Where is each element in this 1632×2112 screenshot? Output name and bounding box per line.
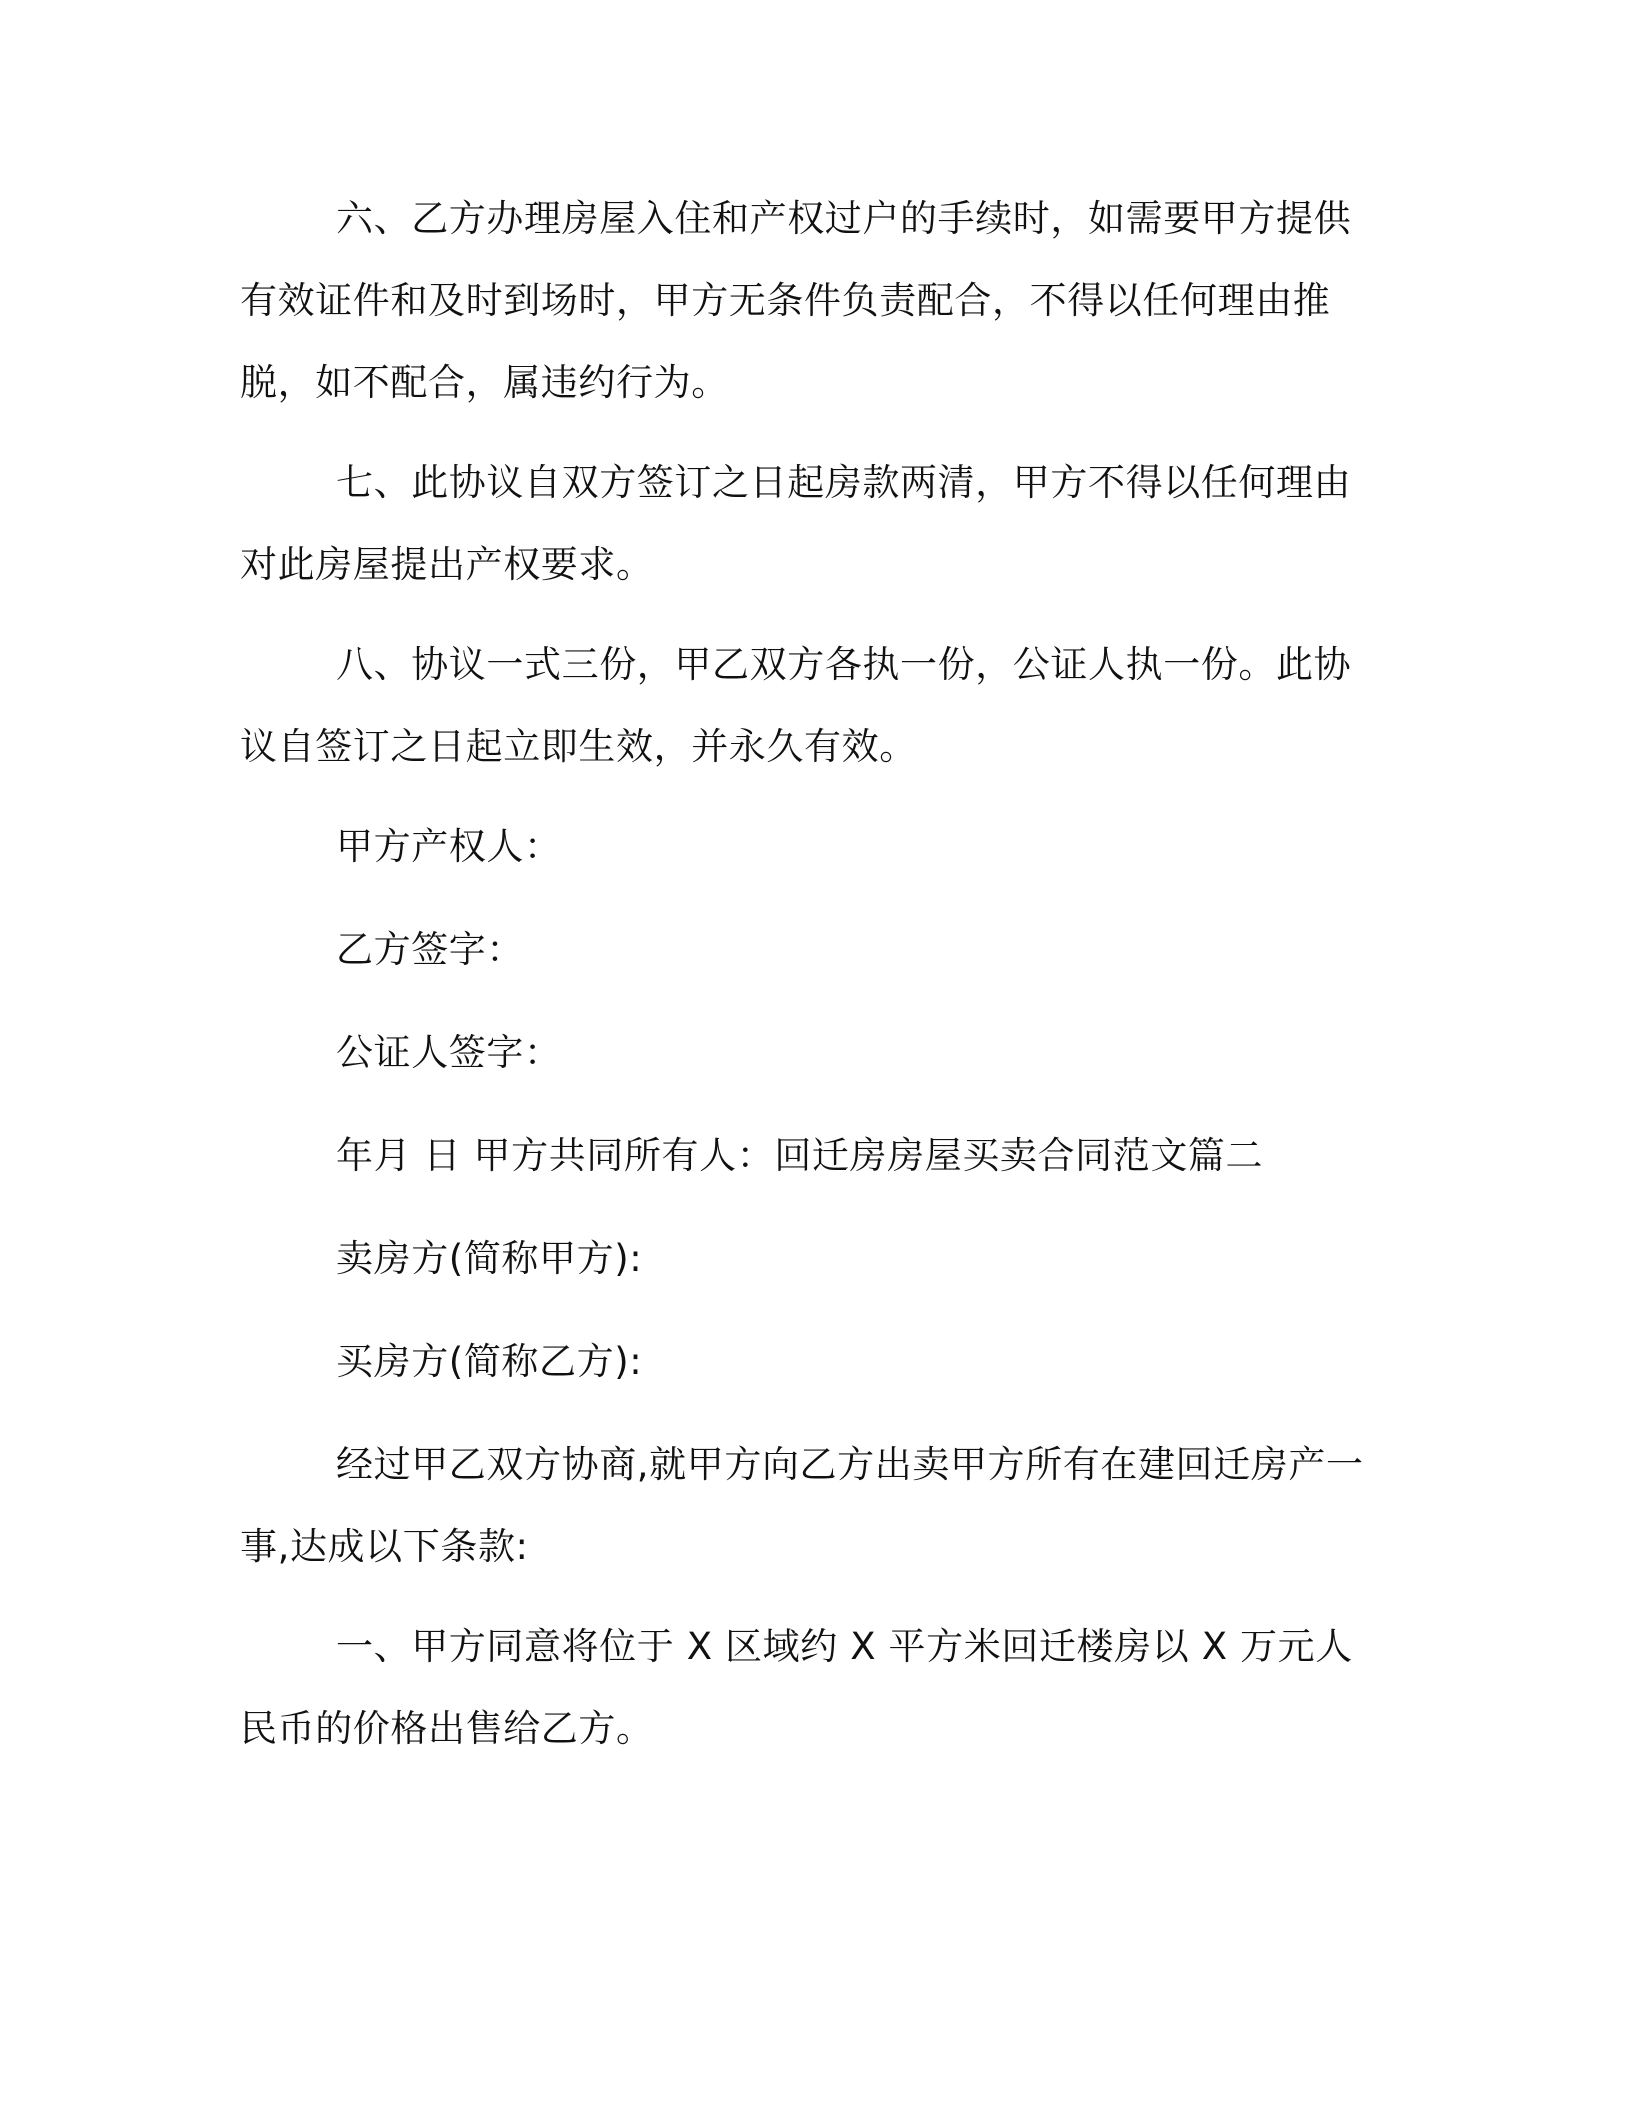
party-a-owner-signature: 甲方产权人：	[336, 825, 562, 868]
date-and-second-template-title: 年月 日 甲方共同所有人：回迁房房屋买卖合同范文篇二	[336, 1134, 1264, 1177]
clause-one: 一、甲方同意将位于 X 区域约 X 平方米回迁楼房以 X 万元人民币的价格出售给乙方。	[240, 1625, 1353, 1750]
clause-eight: 八、协议一式三份，甲乙双方各执一份，公证人执一份。此协议自签订之日起立即生效，并永久有效。	[240, 643, 1352, 768]
clause-seven: 七、此协议自双方签订之日起房款两清，甲方不得以任何理由对此房屋提出产权要求。	[240, 461, 1352, 586]
seller-line: 卖房方(简称甲方):	[336, 1237, 643, 1280]
party-b-signature: 乙方签字：	[336, 928, 524, 971]
document-body	[240, 178, 1370, 1770]
notary-signature: 公证人签字：	[336, 1031, 562, 1074]
buyer-line: 买房方(简称乙方):	[336, 1340, 643, 1383]
agreement-intro: 经过甲乙双方协商,就甲方向乙方出卖甲方所有在建回迁房产一事,达成以下条款:	[240, 1443, 1364, 1568]
clause-six: 六、乙方办理房屋入住和产权过户的手续时，如需要甲方提供有效证件和及时到场时，甲方无条件负责配合，不得以任何理由推脱，如不配合，属违约行为。	[240, 197, 1352, 404]
